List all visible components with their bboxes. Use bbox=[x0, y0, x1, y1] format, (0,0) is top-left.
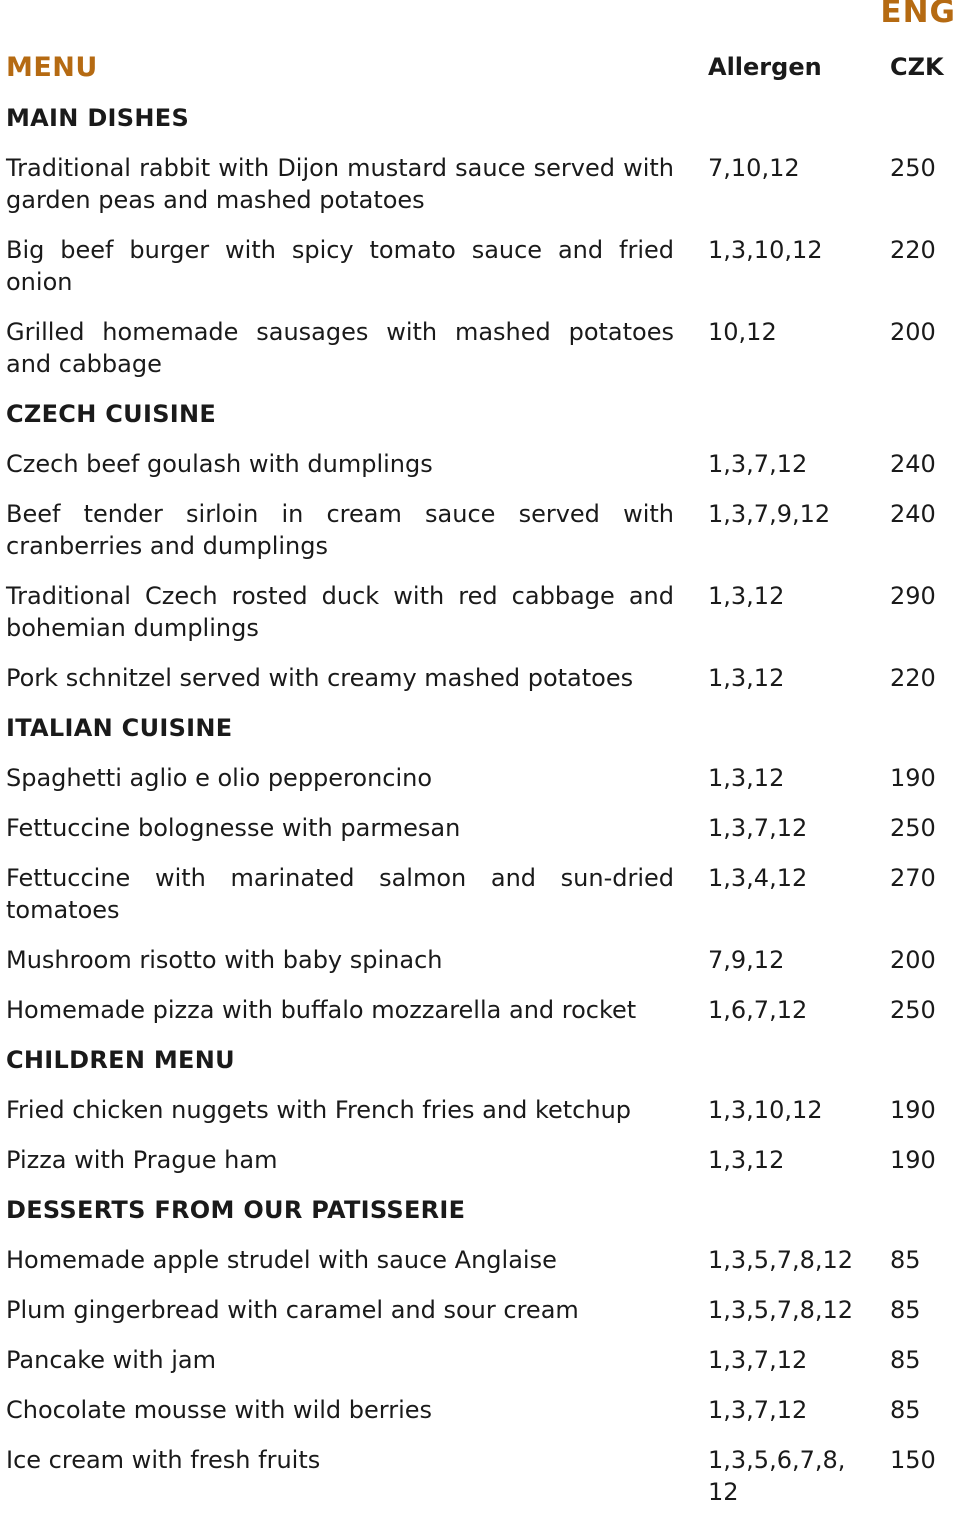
menu-item bbox=[0, 862, 960, 944]
dish-allergens: 1,3,10,12 bbox=[708, 1096, 823, 1124]
dish-allergens: 1,3,10,12 bbox=[708, 236, 823, 264]
dish-name: Homemade apple strudel with sauce Anglaise bbox=[6, 1246, 557, 1274]
dish-allergens: 1,3,7,12 bbox=[708, 1396, 808, 1424]
dish-name: Ice cream with fresh fruits bbox=[6, 1446, 321, 1474]
dish-price: 85 bbox=[890, 1246, 921, 1274]
dish-price: 240 bbox=[890, 450, 936, 478]
dish-allergens: 1,3,5,7,8,12 bbox=[708, 1296, 854, 1324]
dish-allergens: 1,3,4,12 bbox=[708, 864, 808, 892]
menu-item bbox=[0, 1344, 960, 1394]
dish-name: Pork schnitzel served with creamy mashed potatoes bbox=[6, 664, 634, 692]
menu-item bbox=[0, 1144, 960, 1194]
dish-price: 250 bbox=[890, 154, 936, 182]
section-heading: CZECH CUISINE bbox=[6, 400, 217, 428]
dish-allergens: 1,3,12 bbox=[708, 664, 785, 692]
dish-price: 150 bbox=[890, 1446, 936, 1474]
dish-allergens: 10,12 bbox=[708, 318, 777, 346]
price-column-header: CZK bbox=[890, 53, 944, 81]
menu-item bbox=[0, 1294, 960, 1344]
dish-price: 190 bbox=[890, 1096, 936, 1124]
allergen-column-header: Allergen bbox=[708, 53, 822, 81]
dish-price: 270 bbox=[890, 864, 936, 892]
menu-item bbox=[0, 580, 960, 662]
dish-name: Pancake with jam bbox=[6, 1346, 216, 1374]
dish-price: 85 bbox=[890, 1346, 921, 1374]
section-heading: DESSERTS FROM OUR PATISSERIE bbox=[6, 1196, 466, 1224]
menu-item bbox=[0, 234, 960, 316]
menu-item bbox=[0, 448, 960, 498]
section-heading: MAIN DISHES bbox=[6, 104, 190, 132]
dish-allergens: 1,6,7,12 bbox=[708, 996, 808, 1024]
menu-item bbox=[0, 994, 960, 1044]
dish-price: 220 bbox=[890, 236, 936, 264]
dish-allergens: 1,3,7,12 bbox=[708, 1346, 808, 1374]
dish-allergens: 7,9,12 bbox=[708, 946, 785, 974]
dish-allergens: 1,3,12 bbox=[708, 582, 785, 610]
dish-allergens: 1,3,12 bbox=[708, 1146, 785, 1174]
dish-allergens: 1,3,5,7,8,12 bbox=[708, 1246, 854, 1274]
dish-price: 200 bbox=[890, 318, 936, 346]
menu-item bbox=[0, 1394, 960, 1444]
dish-allergens: 1,3,12 bbox=[708, 764, 785, 792]
dish-price: 190 bbox=[890, 764, 936, 792]
menu-item bbox=[0, 1244, 960, 1294]
section-heading: CHILDREN MENU bbox=[6, 1046, 235, 1074]
dish-name: Traditional rabbit with Dijon mustard sauce served with garden peas and mashed potatoes bbox=[6, 154, 674, 214]
dish-name: Plum gingerbread with caramel and sour cream bbox=[6, 1296, 579, 1324]
dish-name: Mushroom risotto with baby spinach bbox=[6, 946, 443, 974]
dish-name: Traditional Czech rosted duck with red cabbage and bohemian dumplings bbox=[6, 582, 674, 642]
dish-name: Homemade pizza with buffalo mozzarella and rocket bbox=[6, 996, 637, 1024]
menu-title: MENU bbox=[6, 52, 98, 83]
dish-name: Spaghetti aglio e olio pepperoncino bbox=[6, 764, 433, 792]
dish-allergens: 7,10,12 bbox=[708, 154, 800, 182]
dish-price: 250 bbox=[890, 814, 936, 842]
menu-item bbox=[0, 1094, 960, 1144]
dish-price: 250 bbox=[890, 996, 936, 1024]
section-heading: ITALIAN CUISINE bbox=[6, 714, 233, 742]
dish-allergens: 1,3,7,12 bbox=[708, 814, 808, 842]
dish-price: 290 bbox=[890, 582, 936, 610]
dish-name: Pizza with Prague ham bbox=[6, 1146, 278, 1174]
dish-price: 220 bbox=[890, 664, 936, 692]
dish-allergens: 1,3,7,12 bbox=[708, 450, 808, 478]
dish-name: Czech beef goulash with dumplings bbox=[6, 450, 433, 478]
menu-item bbox=[0, 316, 960, 398]
menu-item bbox=[0, 1444, 960, 1526]
menu-item bbox=[0, 812, 960, 862]
dish-allergens: 1,3,7,9,12 bbox=[708, 500, 831, 528]
dish-name: Fettuccine bolognesse with parmesan bbox=[6, 814, 461, 842]
dish-name: Big beef burger with spicy tomato sauce and fried onion bbox=[6, 236, 674, 296]
menu-content bbox=[0, 102, 960, 1526]
dish-name: Beef tender sirloin in cream sauce served with cranberries and dumplings bbox=[6, 500, 674, 560]
dish-price: 190 bbox=[890, 1146, 936, 1174]
dish-price: 200 bbox=[890, 946, 936, 974]
dish-name: Chocolate mousse with wild berries bbox=[6, 1396, 433, 1424]
menu-item bbox=[0, 152, 960, 234]
menu-item bbox=[0, 662, 960, 712]
dish-allergens: 1,3,5,6,7,8, 12 bbox=[708, 1446, 846, 1506]
dish-name: Fried chicken nuggets with French fries and ketchup bbox=[6, 1096, 632, 1124]
dish-name: Fettuccine with marinated salmon and sun-dried tomatoes bbox=[6, 864, 674, 924]
dish-price: 240 bbox=[890, 500, 936, 528]
dish-name: Grilled homemade sausages with mashed potatoes and cabbage bbox=[6, 318, 674, 378]
menu-item bbox=[0, 944, 960, 994]
menu-header bbox=[0, 50, 960, 90]
dish-price: 85 bbox=[890, 1396, 921, 1424]
menu-item bbox=[0, 498, 960, 580]
language-label: ENG bbox=[880, 0, 956, 30]
dish-price: 85 bbox=[890, 1296, 921, 1324]
menu-item bbox=[0, 762, 960, 812]
